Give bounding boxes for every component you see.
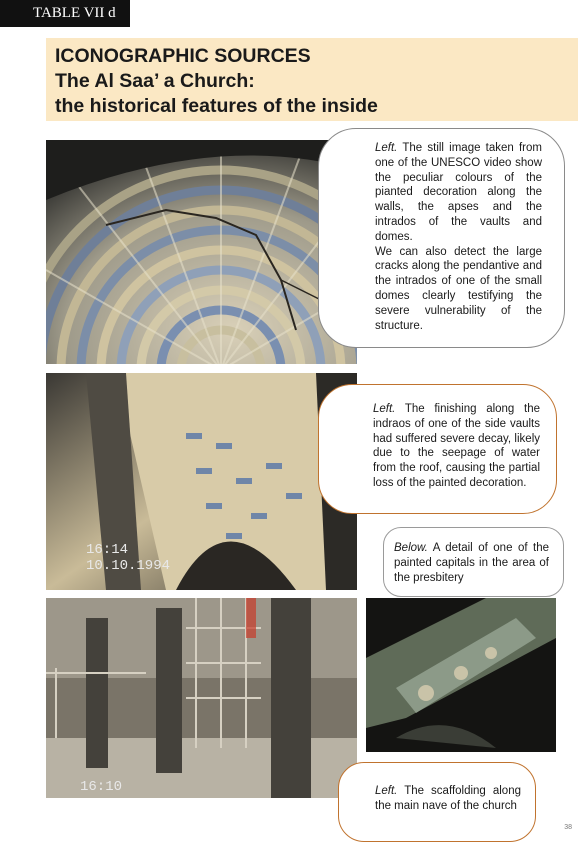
table-tag: TABLE VII d [0,0,130,27]
page-number: 38 [564,824,572,831]
capital-photo [366,598,556,752]
vault-callout [318,384,557,514]
title-line-2: The Al Saa’ a Church: [55,70,255,92]
title-line-1: ICONOGRAPHIC SOURCES [55,45,311,67]
dome-callout [318,128,565,348]
nave-photo [46,598,357,798]
vault-callout-lead: Left. [373,403,396,415]
vault-timestamp-date: 10.10.1994 [86,558,171,574]
title-banner [46,38,578,121]
vault-callout-text: The finishing along the indraos of one of the side vaults had suffered severe decay, likely due to the seepage of water from the roof, causing the partial loss of the painted decoration. [373,403,540,489]
vault-photo [46,373,357,590]
nave-timestamp-time: 16:10 [80,779,123,795]
dome-callout-text: The still image taken from one of the UNESCO video show the peculiar colours of the pianted decoration along the walls, the apses and the intrados of the vaults and domes. [375,142,542,243]
dome-photo [46,140,357,364]
dome-callout-lead: Left. [375,142,398,154]
vault-timestamp-time: 16:14 [86,542,129,558]
title-line-3: the historical features of the inside [55,95,378,117]
capital-callout-text: A detail of one of the painted capitals in the area of the presbitery [394,542,549,584]
capital-callout [383,527,564,597]
dome-callout-text-2: We can also detect the large cracks along the pendantive and the intrados of one of the small domes clearly testifying the severe vulnerability of the structure. [375,245,542,332]
capital-callout-lead: Below. [394,542,428,554]
nave-callout [338,762,536,842]
nave-callout-text: The scaffolding along the main nave of the church [375,785,521,812]
nave-callout-lead: Left. [375,785,398,797]
